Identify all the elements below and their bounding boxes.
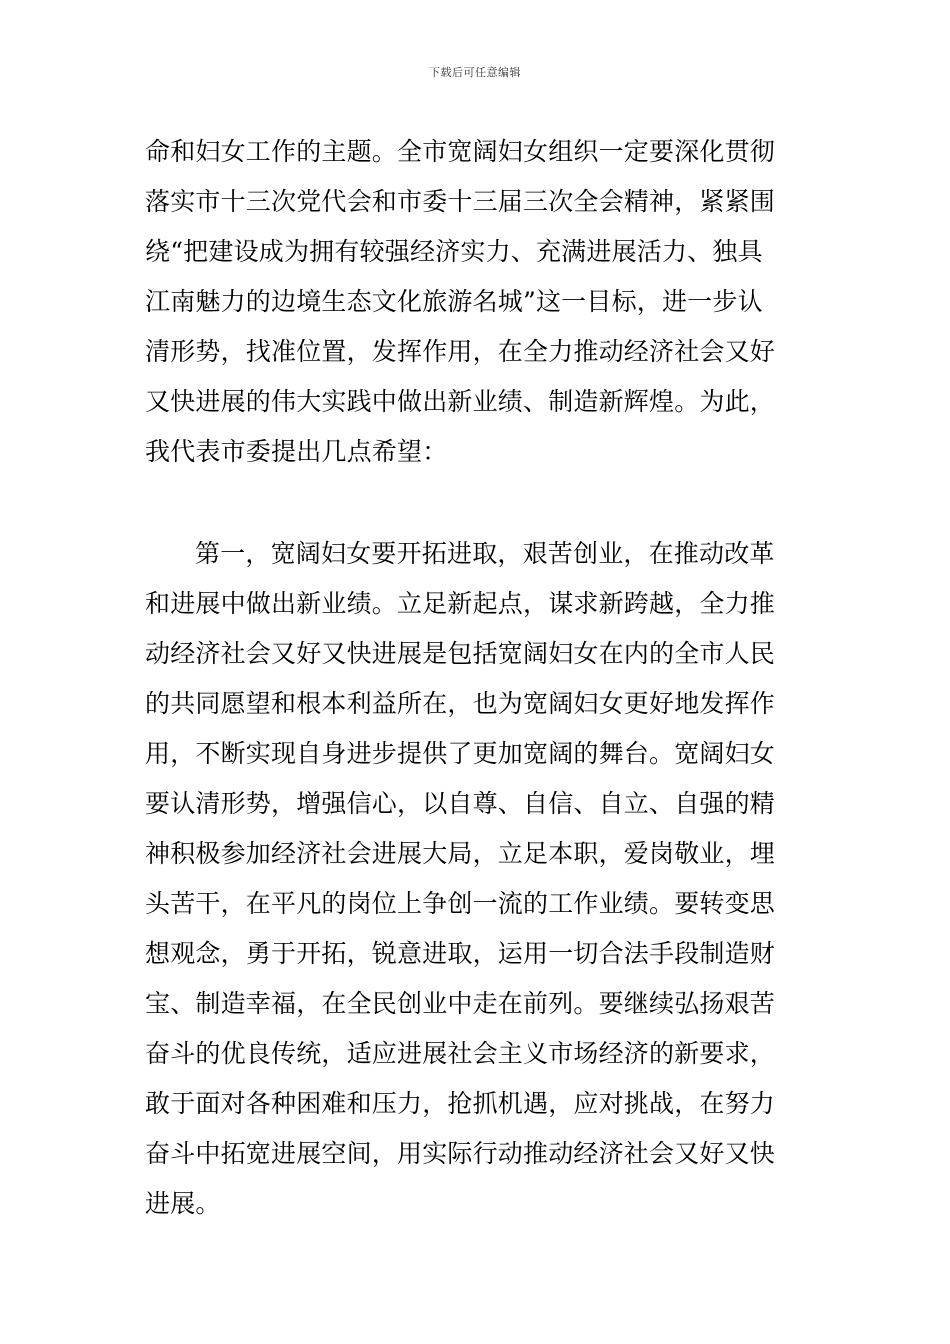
paragraph-line: 奋斗的优良传统，适应进展社会主义市场经济的新要求， (145, 1039, 776, 1068)
paragraph-line: 宝、制造幸福，在全民创业中走在前列。要继续弘扬艰苦 (145, 989, 776, 1018)
paragraph-line: 江南魅力的边境生态文化旅游名城”这一目标，进一步认 (145, 287, 763, 316)
paragraph-line: 想观念，勇于开拓，锐意进取，运用一切合法手段制造财 (145, 939, 776, 968)
paragraph-line: 落实市十三次党代会和市委十三届三次全会精神，紧紧围 (145, 187, 776, 216)
page-header: 下载后可任意编辑 (429, 66, 521, 79)
paragraph-gap (145, 477, 810, 529)
document-body (145, 127, 810, 1229)
paragraph-line: 神积极参加经济社会进展大局，立足本职，爱岗敬业，埋 (145, 839, 776, 868)
paragraph-2 (145, 529, 810, 1229)
paragraph-line: 绕“把建设成为拥有较强经济实力、充满进展活力、独具 (145, 237, 763, 266)
paragraph-line: 又快进展的伟大实践中做出新业绩、制造新辉煌。为此， (145, 387, 776, 416)
paragraph-line: 的共同愿望和根本利益所在，也为宽阔妇女更好地发挥作 (145, 689, 776, 718)
paragraph-line: 奋斗中拓宽进展空间，用实际行动推动经济社会又好又快 (145, 1139, 776, 1168)
paragraph-line: 命和妇女工作的主题。全市宽阔妇女组织一定要深化贯彻 (145, 137, 776, 166)
paragraph-line: 第一，宽阔妇女要开拓进取，艰苦创业，在推动改革 (195, 539, 775, 568)
paragraph-line: 敢于面对各种困难和压力，抢抓机遇，应对挑战，在努力 (145, 1089, 776, 1118)
paragraph-line: 我代表市委提出几点希望： (145, 437, 448, 466)
paragraph-line: 进展。 (145, 1189, 221, 1218)
paragraph-line: 和进展中做出新业绩。立足新起点，谋求新跨越，全力推 (145, 589, 776, 618)
paragraph-line: 头苦干，在平凡的岗位上争创一流的工作业绩。要转变思 (145, 889, 776, 918)
paragraph-line: 用，不断实现自身进步提供了更加宽阔的舞台。宽阔妇女 (145, 739, 776, 768)
paragraph-line: 要认清形势，增强信心，以自尊、自信、自立、自强的精 (145, 789, 776, 818)
paragraph-line: 动经济社会又好又快进展是包括宽阔妇女在内的全市人民 (145, 639, 776, 668)
paragraph-1 (145, 127, 810, 477)
paragraph-line: 清形势，找准位置，发挥作用，在全力推动经济社会又好 (145, 337, 776, 366)
